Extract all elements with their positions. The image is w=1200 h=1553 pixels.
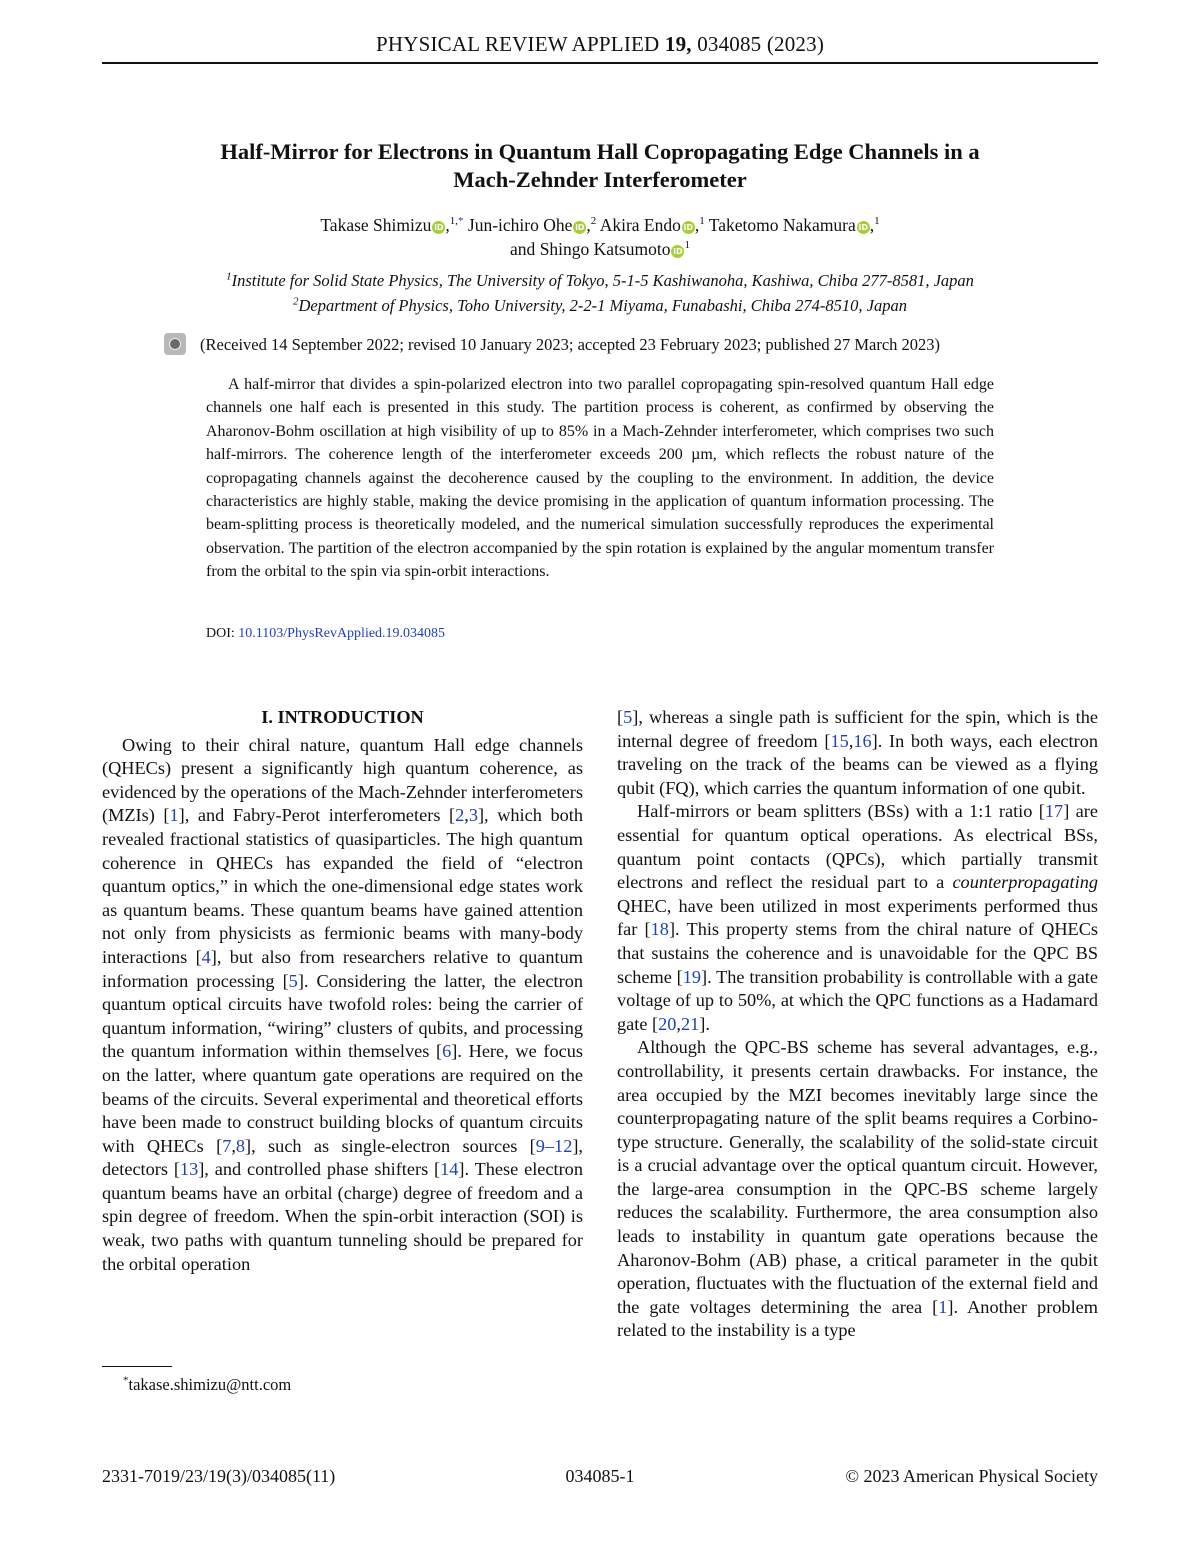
publication-history <box>164 333 1064 355</box>
citation-link[interactable]: 5 <box>623 707 633 727</box>
page-number: 034085-1 <box>565 1466 635 1486</box>
orcid-icon[interactable]: iD <box>673 247 683 256</box>
title-line-2: Mach-Zehnder Interferometer <box>453 167 747 192</box>
corresponding-author-link[interactable]: * <box>458 215 464 228</box>
intro-paragraph-3: Although the QPC-BS scheme has several advantages, e.g., controllability, it presents certain drawbacks. For instance, the area occupied by the MZI becomes inevitably large since the counterpropagating nature of the split beams requires a Corbino-type structure. Generally, the scalability of the solid-state circuit is a crucial advantage over the optical quantum circuit. However, the large-area consumption in the QPC-BS scheme largely reduces the scalability. Furthermore, the area consumption also leads to instability in quantum gate operations because the Aharonov-Bohm (AB) phase, a critical parameter in the qubit operation, fluctuates with the fluctuation of the external field and the gate voltages determining the area [1]. Another problem related to the instability is a type <box>617 1037 1098 1341</box>
citation-link[interactable]: 1 <box>938 1296 948 1317</box>
footer-copyright: © 2023 American Physical Society <box>845 1466 1098 1486</box>
citation-link[interactable]: 15 <box>830 730 849 751</box>
right-column <box>617 706 1098 1343</box>
author-list: Takase Shimizu iD ,$^{1,*}$ Jun-ichiro Ohe iD ,$^2$ Akira Endo iD ,$^1$ Taketomo Nakamura iD ,$^1$ and Shingo Katsumoto $iD^1$ <box>320 215 880 259</box>
author-affil-sup: 1, <box>449 215 459 228</box>
citation-link[interactable]: 8 <box>235 1135 246 1156</box>
citation-link[interactable]: 14 <box>440 1159 459 1180</box>
title-line-1: Half-Mirror for Electrons in Quantum Hall Copropagating Edge Channels in a <box>220 139 980 164</box>
journal-volume: 19, <box>664 32 692 56</box>
citation-link[interactable]: 21 <box>680 1013 700 1034</box>
history-text: (Received 14 September 2022; revised 10 January 2023; accepted 23 February 2023; published 27 March 2023) <box>200 335 941 354</box>
citation-link[interactable]: 3 <box>468 805 478 826</box>
citation-link[interactable]: 18 <box>650 919 669 940</box>
intro-paragraph-1: Owing to their chiral nature, quantum Hall edge channels (QHECs) present a significantly high quantum coherence, as evidenced by the operations of the Mach-Zehnder interferometers (MZIs) [1], and Fabry-Perot interferometers [2,3], which both revealed fractional statistics of quasiparticles. The high quantum coherence in QHECs has expanded the field of “electron quantum optics,” in which the one-dimensional edge states work as quantum beams. These quantum beams have gained attention not only from physicists as fermionic beams with many-body interactions [4], but also from researchers relative to quantum information processing [5]. Considering the latter, the electron quantum optical circuits have twofold roles: being the carrier of quantum information, “wiring” clusters of qubits, and processing the quantum information within themselves [6]. Here, we focus on the latter, where quantum gate operations are required on the beams of the circuits. Several experimental and theoretical efforts have been made to construct building blocks of quantum circuits with QHECs [7,8], such as single-electron sources [9–12], detectors [13], and controlled phase shifters [14]. These electron quantum beams have an orbital (charge) degree of freedom and a spin degree of freedom. When the spin-orbit interaction (SOI) is weak, two paths with quantum tunneling should be prepared for the orbital operation <box>102 734 584 1274</box>
citation-link[interactable]: 19 <box>682 966 701 987</box>
author-affil-sup: 1 <box>699 215 705 228</box>
abstract: A half-mirror that divides a spin-polarized electron into two parallel copropagating spin-resolved quantum Hall edge channels one half each is presented in this study. The partition process is coherent, as confirmed by observing the Aharonov-Bohm oscillation at high visibility of up to 85% in a Mach-Zehnder interferometer, which comprises two such half-mirrors. The coherence length of the interferometer exceeds 200 µm, which reflects the robust nature of the copropagating channels against the decoherence caused by the coupling to the environment. In addition, the device characteristics are highly stable, making the device promising in the application of quantum information processing. The beam-splitting process is theoretically modeled, and the numerical simulation successfully reproduces the experimental observation. The partition of the electron accompanied by the spin rotation is explained by the angular momentum transfer from the orbital to the spin via spin-orbit interactions. <box>206 376 995 581</box>
journal-name: PHYSICAL REVIEW APPLIED <box>375 32 660 56</box>
orcid-icon[interactable]: iD <box>858 223 868 232</box>
doi-link[interactable]: 10.1103/PhysRevApplied.19.034085 <box>238 626 446 641</box>
footnote: *takase.shimizu@ntt.com <box>123 1374 292 1394</box>
citation-link[interactable]: 9–12 <box>535 1135 573 1156</box>
citation-link[interactable]: 17 <box>1044 801 1064 822</box>
citation-link[interactable]: 7 <box>222 1135 232 1156</box>
affiliations <box>120 268 1080 318</box>
affiliation-2: $^2$Department of Physics, Toho University, 2-2-1 Miyama, Funabashi, Chiba 274-8510, Japan <box>293 295 907 315</box>
author-affil-sup: 1 <box>874 215 880 228</box>
footnote-rule <box>102 1366 172 1367</box>
left-column <box>102 706 583 1276</box>
intro-paragraph-2: Half-mirrors or beam splitters (BSs) with a 1:1 ratio [17] are essential for quantum optical operations. As electrical BSs, quantum point contacts (QPCs), which partially transmit electrons and reflect the residual part to a counterpropagating QHEC, have been utilized in most experiments performed thus far [18]. This property stems from the chiral nature of QHECs that sustains the coherence and is unavoidable for the QPC BS scheme [19]. The transition probability is controllable with a gate voltage of up to 50%, at which the QPC functions as a Hadamard gate [20,21]. <box>617 801 1099 1034</box>
citation-link[interactable]: 2 <box>455 805 465 826</box>
footer-issn: 2331-7019/23/19(3)/034085(11) <box>102 1466 336 1486</box>
author-affil-sup: 1 <box>684 239 690 252</box>
citation-link[interactable]: 20 <box>658 1013 677 1034</box>
affiliation-1: $^1$Institute for Solid State Physics, The University of Tokyo, 5-1-5 Kashiwanoha, Kashiwa, Chiba 277-8581, Japan <box>226 270 974 290</box>
citation-link[interactable]: 1 <box>169 805 179 826</box>
doi-label: DOI: <box>206 626 235 641</box>
section-heading: I. INTRODUCTION <box>261 707 424 727</box>
citation-link[interactable]: 13 <box>179 1159 199 1180</box>
orcid-icon[interactable]: iD <box>434 223 444 232</box>
author-name[interactable]: Akira Endo <box>599 215 681 235</box>
micro-unit: µm <box>691 446 713 464</box>
author-name[interactable]: Shingo Katsumoto <box>539 239 671 259</box>
citation-link[interactable]: 4 <box>201 946 211 967</box>
author-affil-sup: 2 <box>590 215 597 228</box>
paper-title <box>150 138 1050 194</box>
author-name[interactable]: Takase Shimizu <box>320 215 432 235</box>
orcid-icon[interactable]: iD <box>575 223 585 232</box>
crossmark-icon[interactable] <box>164 333 186 355</box>
article-number: 034085 (2023) <box>697 32 825 56</box>
citation-link[interactable]: 5 <box>288 970 298 991</box>
citation-link[interactable]: 6 <box>442 1041 452 1062</box>
orcid-icon[interactable]: iD <box>683 223 694 232</box>
citation-link[interactable]: 16 <box>853 730 872 751</box>
author-name[interactable]: Jun-ichiro Ohe <box>467 215 573 235</box>
author-name[interactable]: Taketomo Nakamura <box>708 215 856 235</box>
intro-paragraph-1-continued: [5], whereas a single path is sufficient for the spin, which is the internal degree of freedom [15,16]. In both ways, each electron traveling on the track of the beams can be viewed as a flying qubit (FQ), which carries the quantum information of one qubit. <box>617 707 1098 798</box>
header-rule <box>102 62 1098 64</box>
journal-header <box>102 32 1098 57</box>
email-link[interactable]: takase.shimizu@ntt.com <box>128 1375 292 1394</box>
doi-line <box>206 626 445 642</box>
authors-and: and <box>510 239 536 259</box>
